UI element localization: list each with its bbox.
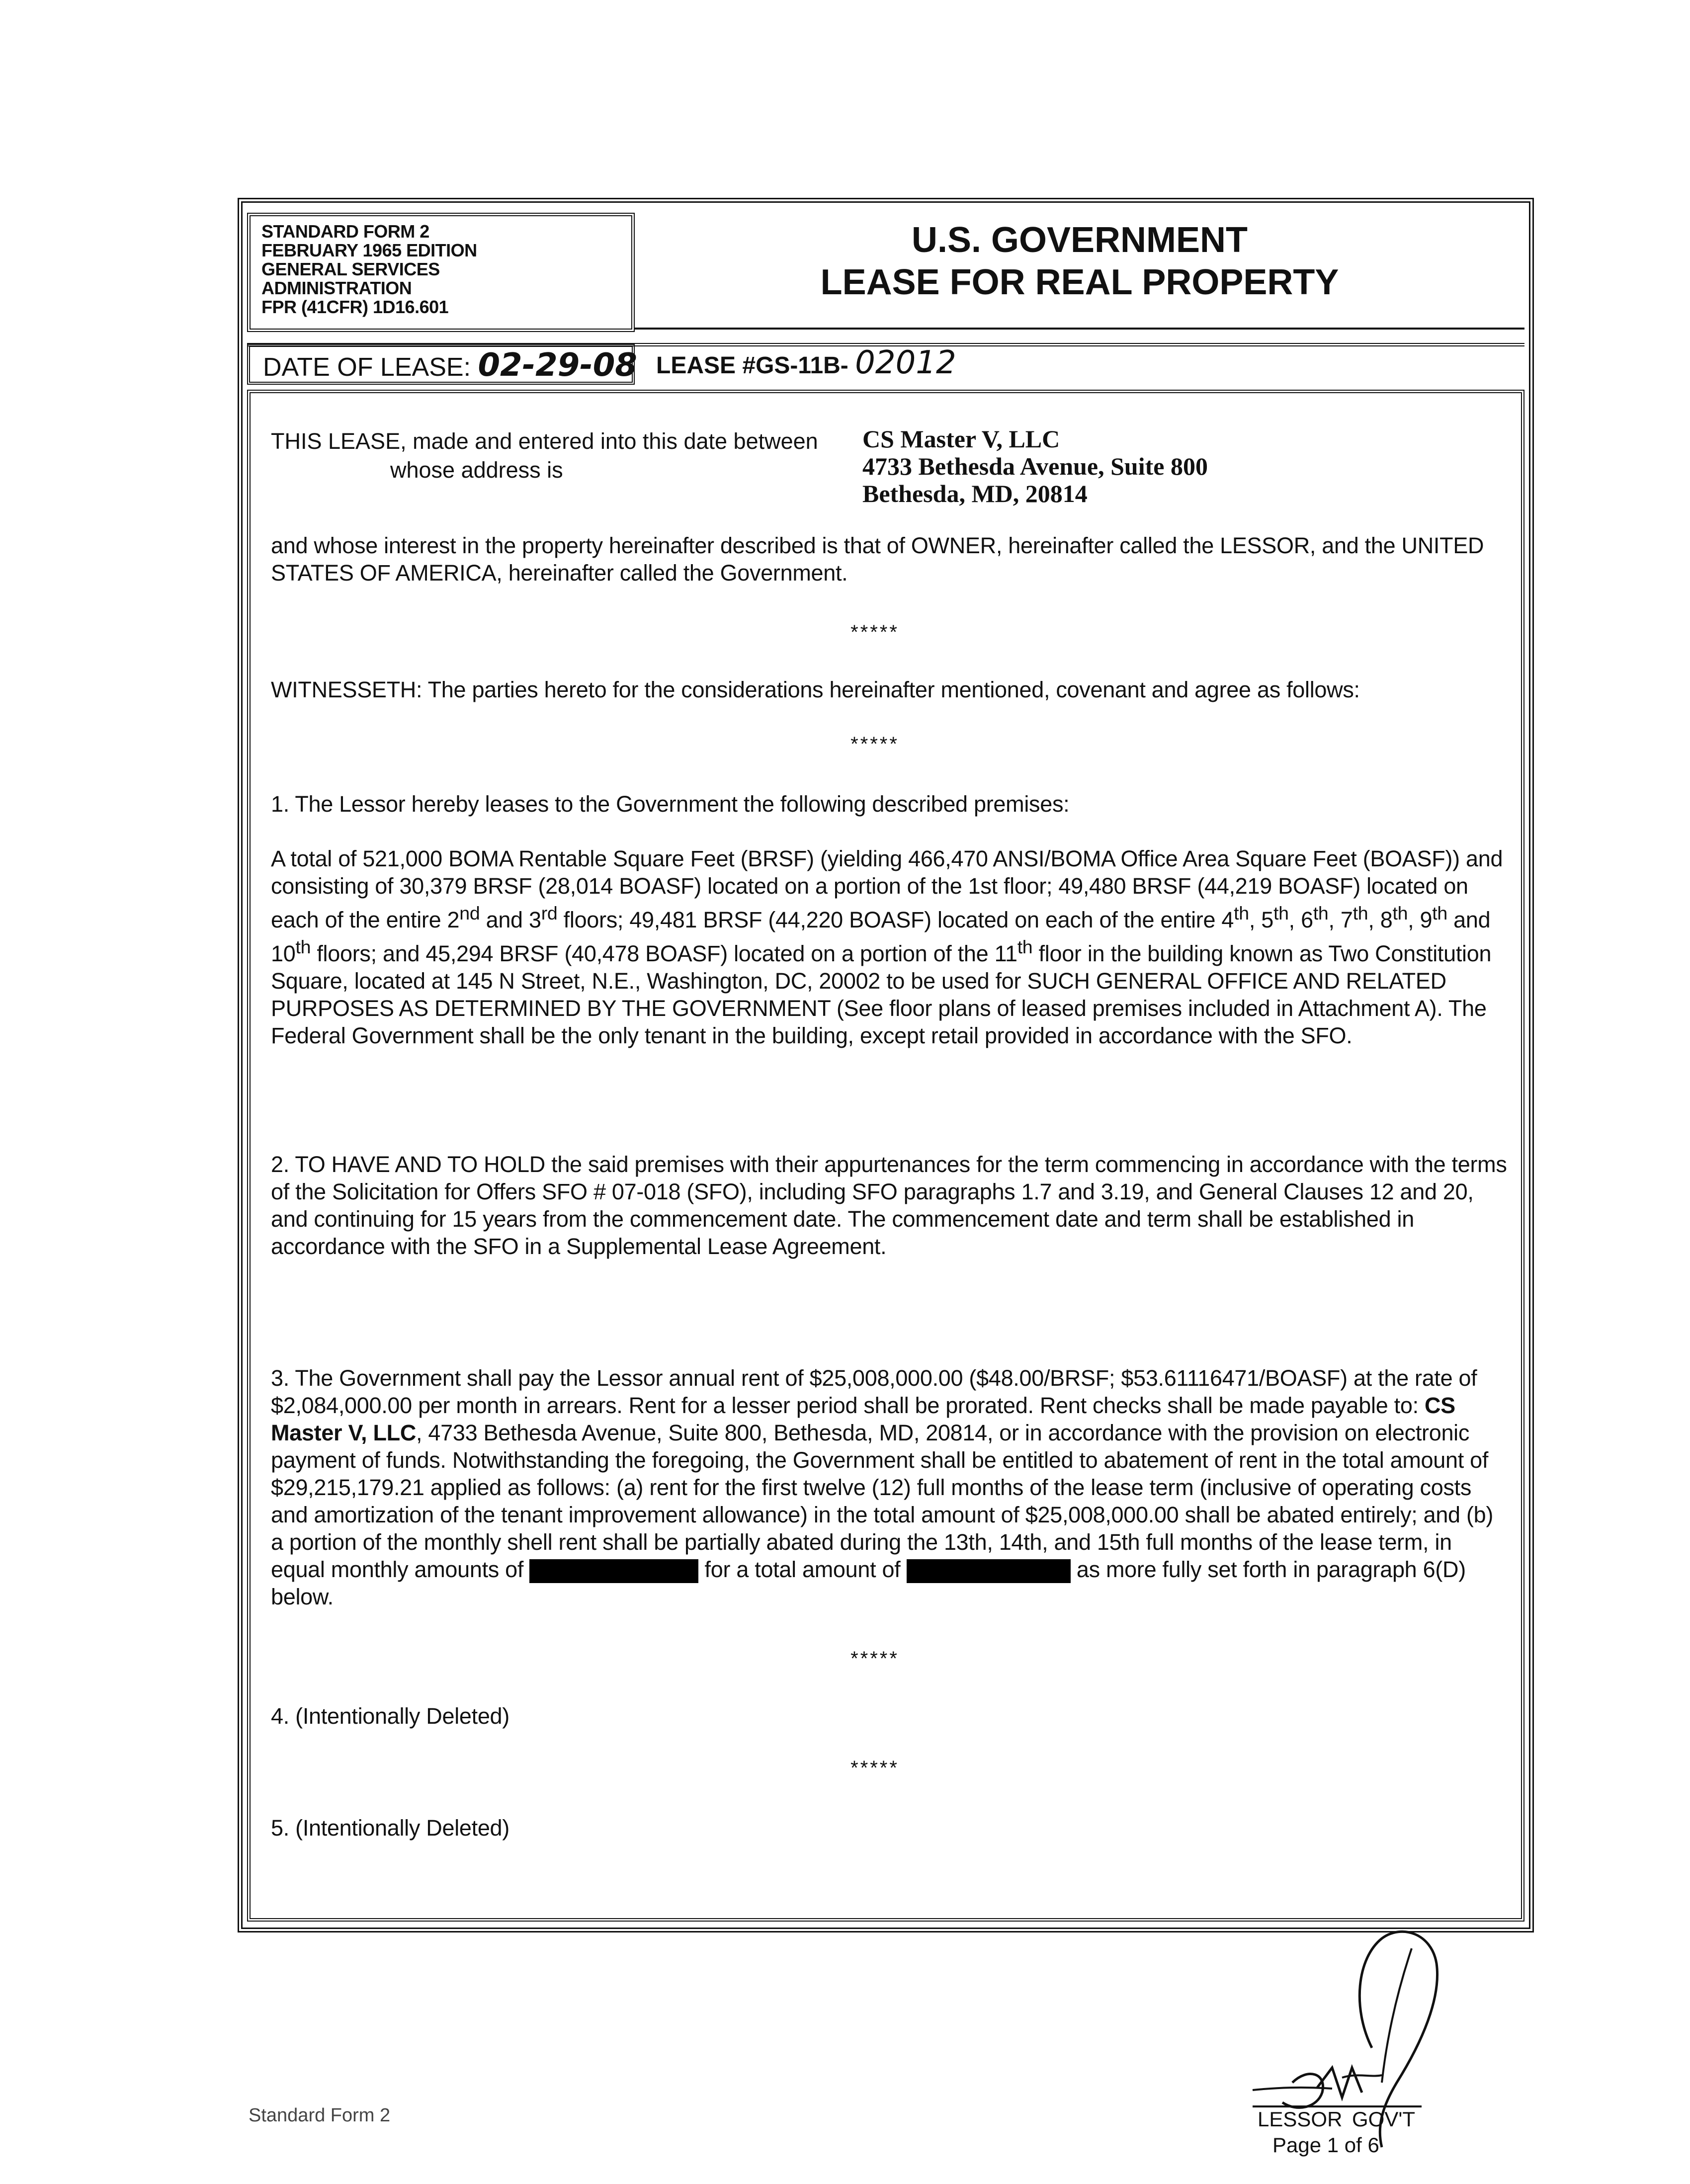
date-of-lease-value: 02-29-08: [478, 347, 637, 384]
paragraph-1-heading: 1. The Lessor hereby leases to the Government the following described premises:: [271, 791, 1070, 817]
title-line-2: LEASE FOR REAL PROPERTY: [820, 262, 1339, 302]
lease-number: [656, 345, 956, 384]
intro-interest-text: and whose interest in the property hereinafter described is that of OWNER, hereinafter called the LESSOR, and the UNITED STATES OF AMERICA, hereinafter called the Government.: [271, 533, 1484, 586]
title-line-1: U.S. GOVERNMENT: [911, 220, 1248, 260]
paragraph-4-text: 4. (Intentionally Deleted): [271, 1703, 509, 1729]
footer-form-name: Standard Form 2: [249, 2105, 391, 2126]
form-id-line: ADMINISTRATION: [261, 278, 412, 298]
separator: *****: [850, 621, 899, 643]
government-initials-label: GOV'T: [1352, 2107, 1416, 2131]
lessor-name: CS Master V, LLC: [862, 425, 1060, 453]
form-id-line: FPR (41CFR) 1D16.601: [261, 297, 449, 317]
intro-address-label: whose address is: [390, 457, 563, 483]
paragraph-2-text: 2. TO HAVE AND TO HOLD the said premises with their appurtenances for the term commencing in accordance with the terms of the Solicitation for Offers SFO # 07-018 (SFO), including SFO paragraphs 1.7 and 3.19, and General Clauses 12 and 20, and continuing for 15 years from the commencement date. The commencement date and term shall be established in accordance with the SFO in a Supplemental Lease Agreement.: [271, 1152, 1507, 1259]
separator: *****: [850, 1648, 899, 1670]
intro-made-text: THIS LEASE, made and entered into this date between: [271, 428, 818, 454]
form-identifier-box: [247, 213, 635, 332]
date-of-lease-box: [247, 344, 635, 385]
form-id-line: FEBRUARY 1965 EDITION: [261, 240, 477, 260]
separator: *****: [850, 1757, 899, 1779]
separator: *****: [850, 733, 899, 755]
lessor-address-line-1: 4733 Bethesda Avenue, Suite 800: [862, 452, 1208, 480]
paragraph-5-text: 5. (Intentionally Deleted): [271, 1815, 509, 1841]
date-of-lease-label: DATE OF LEASE:: [263, 353, 471, 382]
lease-number-label: LEASE #GS-11B-: [656, 352, 848, 379]
payee-name: CS Master V, LLC: [271, 1393, 1455, 1445]
redaction-block: [529, 1559, 698, 1583]
document-title: [635, 213, 1524, 330]
form-id-line: STANDARD FORM 2: [261, 221, 429, 242]
witnesseth-text: WITNESSETH: The parties hereto for the considerations hereinafter mentioned, covenant and agree as follows:: [271, 677, 1360, 702]
lessor-initials-label: LESSOR: [1258, 2107, 1343, 2131]
page-number: Page 1 of 6: [1272, 2133, 1379, 2157]
lease-number-value: 02012: [855, 344, 956, 381]
form-id-line: GENERAL SERVICES: [261, 259, 440, 279]
paragraph-1-text: A total of 521,000 BOMA Rentable Square Feet (BRSF) (yielding 466,470 ANSI/BOMA Office Area Square Feet (BOASF)) and consisting of 30,379 BRSF (28,014 BOASF) located on a portion of the 1st floor; 49,480 BRSF (44,219 BOASF) located on each of the entire 2nd and 3rd floors; 49,481 BRSF (44,220 BOASF) located on each of the entire 4th, 5th, 6th, 7th, 8th, 9th and 10th floors; and 45,294 BRSF (40,478 BOASF) located on a portion of the 11th floor in the building known as Two Constitution Square, located at 145 N Street, N.E., Washington, DC, 20002 to be used for SUCH GENERAL OFFICE AND RELATED PURPOSES AS DETERMINED BY THE GOVERNMENT (See floor plans of leased premises included in Attachment A). The Federal Government shall be the only tenant in the building, except retail provided in accordance with the SFO.: [271, 846, 1503, 1048]
paragraph-3-text: 3. The Government shall pay the Lessor annual rent of $25,008,000.00 ($48.00/BRSF; $53.61116471/BOASF) at the rate of $2,084,000.00 per month in arrears. Rent for a lesser period shall be prorated. Rent checks shall be made payable to: CS Master V, LLC, 4733 Bethesda Avenue, Suite 800, Bethesda, MD, 20814, or in accordance with the provision on electronic payment of funds. Notwithstanding the foregoing, the Government shall be entitled to abatement of rent in the total amount of $29,215,179.21 applied as follows: (a) rent for the first twelve (12) full months of the lease term (inclusive of operating costs and amortization of the tenant improvement allowance) in the total amount of $25,008,000.00 shall be abated entirely; and (b) a portion of the monthly shell rent shall be partially abated during the 13th, 14th, and 15th full months of the lease term, in equal monthly amounts of for a total amount of as more fully set forth in paragraph 6(D) below.: [271, 1365, 1494, 1610]
redaction-block: [907, 1559, 1071, 1583]
lessor-address-line-2: Bethesda, MD, 20814: [862, 480, 1088, 507]
